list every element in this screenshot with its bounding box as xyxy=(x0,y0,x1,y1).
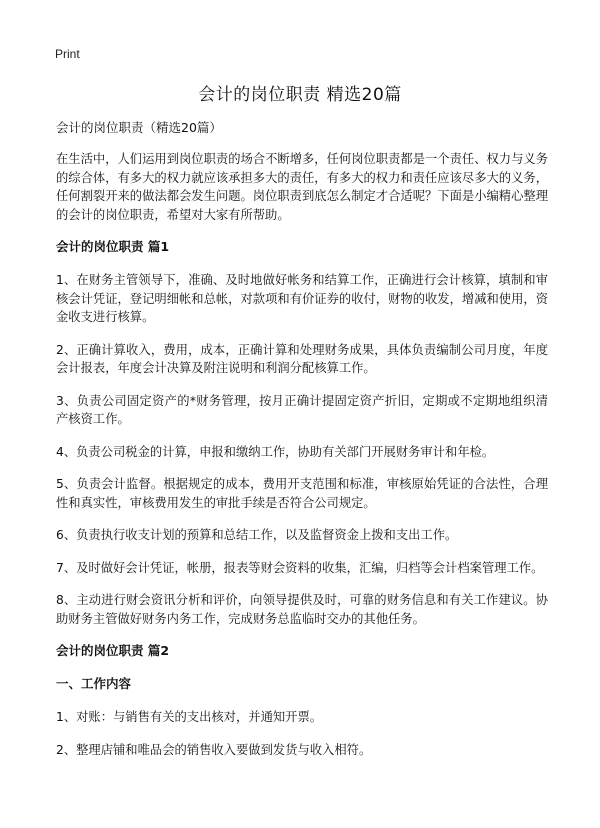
section2-item-1: 1、对账：与销售有关的支出核对，并通知开票。 xyxy=(56,710,323,724)
section1-item-6: 6、负责执行收支计划的预算和总结工作，以及监督资金上拨和支出工作。 xyxy=(56,528,458,542)
section1-item-8: 8、主动进行财会资讯分析和评价，向领导提供及时，可靠的财务信息和有关工作建议。协助财务主管做好财务内务工作，完成财务总监临时交办的其他任务。 xyxy=(56,593,548,626)
article-body xyxy=(56,119,548,773)
section-heading-1: 会计的岗位职责 篇1 xyxy=(56,239,170,254)
section1-item-7: 7、及时做好会计凭证，帐册，报表等财会资料的收集，汇编，归档等会计档案管理工作。 xyxy=(56,560,544,575)
page-title: 会计的岗位职责 精选20篇 xyxy=(198,85,402,105)
section1-item-1: 1、在财务主管领导下，准确、及时地做好帐务和结算工作，正确进行会计核算，填制和审核会计凭证，登记明细帐和总帐，对款项和有价证券的收付，财物的收发，增减和使用，资金收支进行核算。 xyxy=(56,273,548,324)
section1-item-4: 4、负责公司税金的计算，申报和缴纳工作，协助有关部门开展财务审计和年检。 xyxy=(56,444,495,459)
section2-subheading: 一、工作内容 xyxy=(56,676,132,691)
print-link[interactable]: Print xyxy=(55,47,80,61)
section2-item-2: 2、整理店铺和唯品会的销售收入要做到发货与收入相符。 xyxy=(56,742,372,757)
section1-item-2: 2、正确计算收入，费用，成本，正确计算和处理财务成果，具体负责编制公司月度，年度会计报表，年度会计决算及附注说明和利润分配核算工作。 xyxy=(56,342,548,375)
section1-item-3: 3、负责公司固定资产的*财务管理，按月正确计提固定资产折旧，定期或不定期地组织清产核资工作。 xyxy=(56,393,548,426)
section1-item-5: 5、负责会计监督。根据规定的成本，费用开支范围和标准，审核原始凭证的合法性，合理性和真实性，审核费用发生的审批手续是否符合公司规定。 xyxy=(56,477,548,510)
intro-paragraph: 在生活中，人们运用到岗位职责的场合不断增多，任何岗位职责都是一个责任、权力与义务的综合体，有多大的权力就应该承担多大的责任，有多大的权力和责任应该尽多大的义务，任何割裂开来的做法都会发生问题。岗位职责到底怎么制定才合适呢？下面是小编精心整理的会计的岗位职责，希望对大家有所帮助。 xyxy=(56,152,548,222)
section-heading-2: 会计的岗位职责 篇2 xyxy=(56,643,170,658)
article-subtitle: 会计的岗位职责（精选20篇） xyxy=(56,120,222,135)
